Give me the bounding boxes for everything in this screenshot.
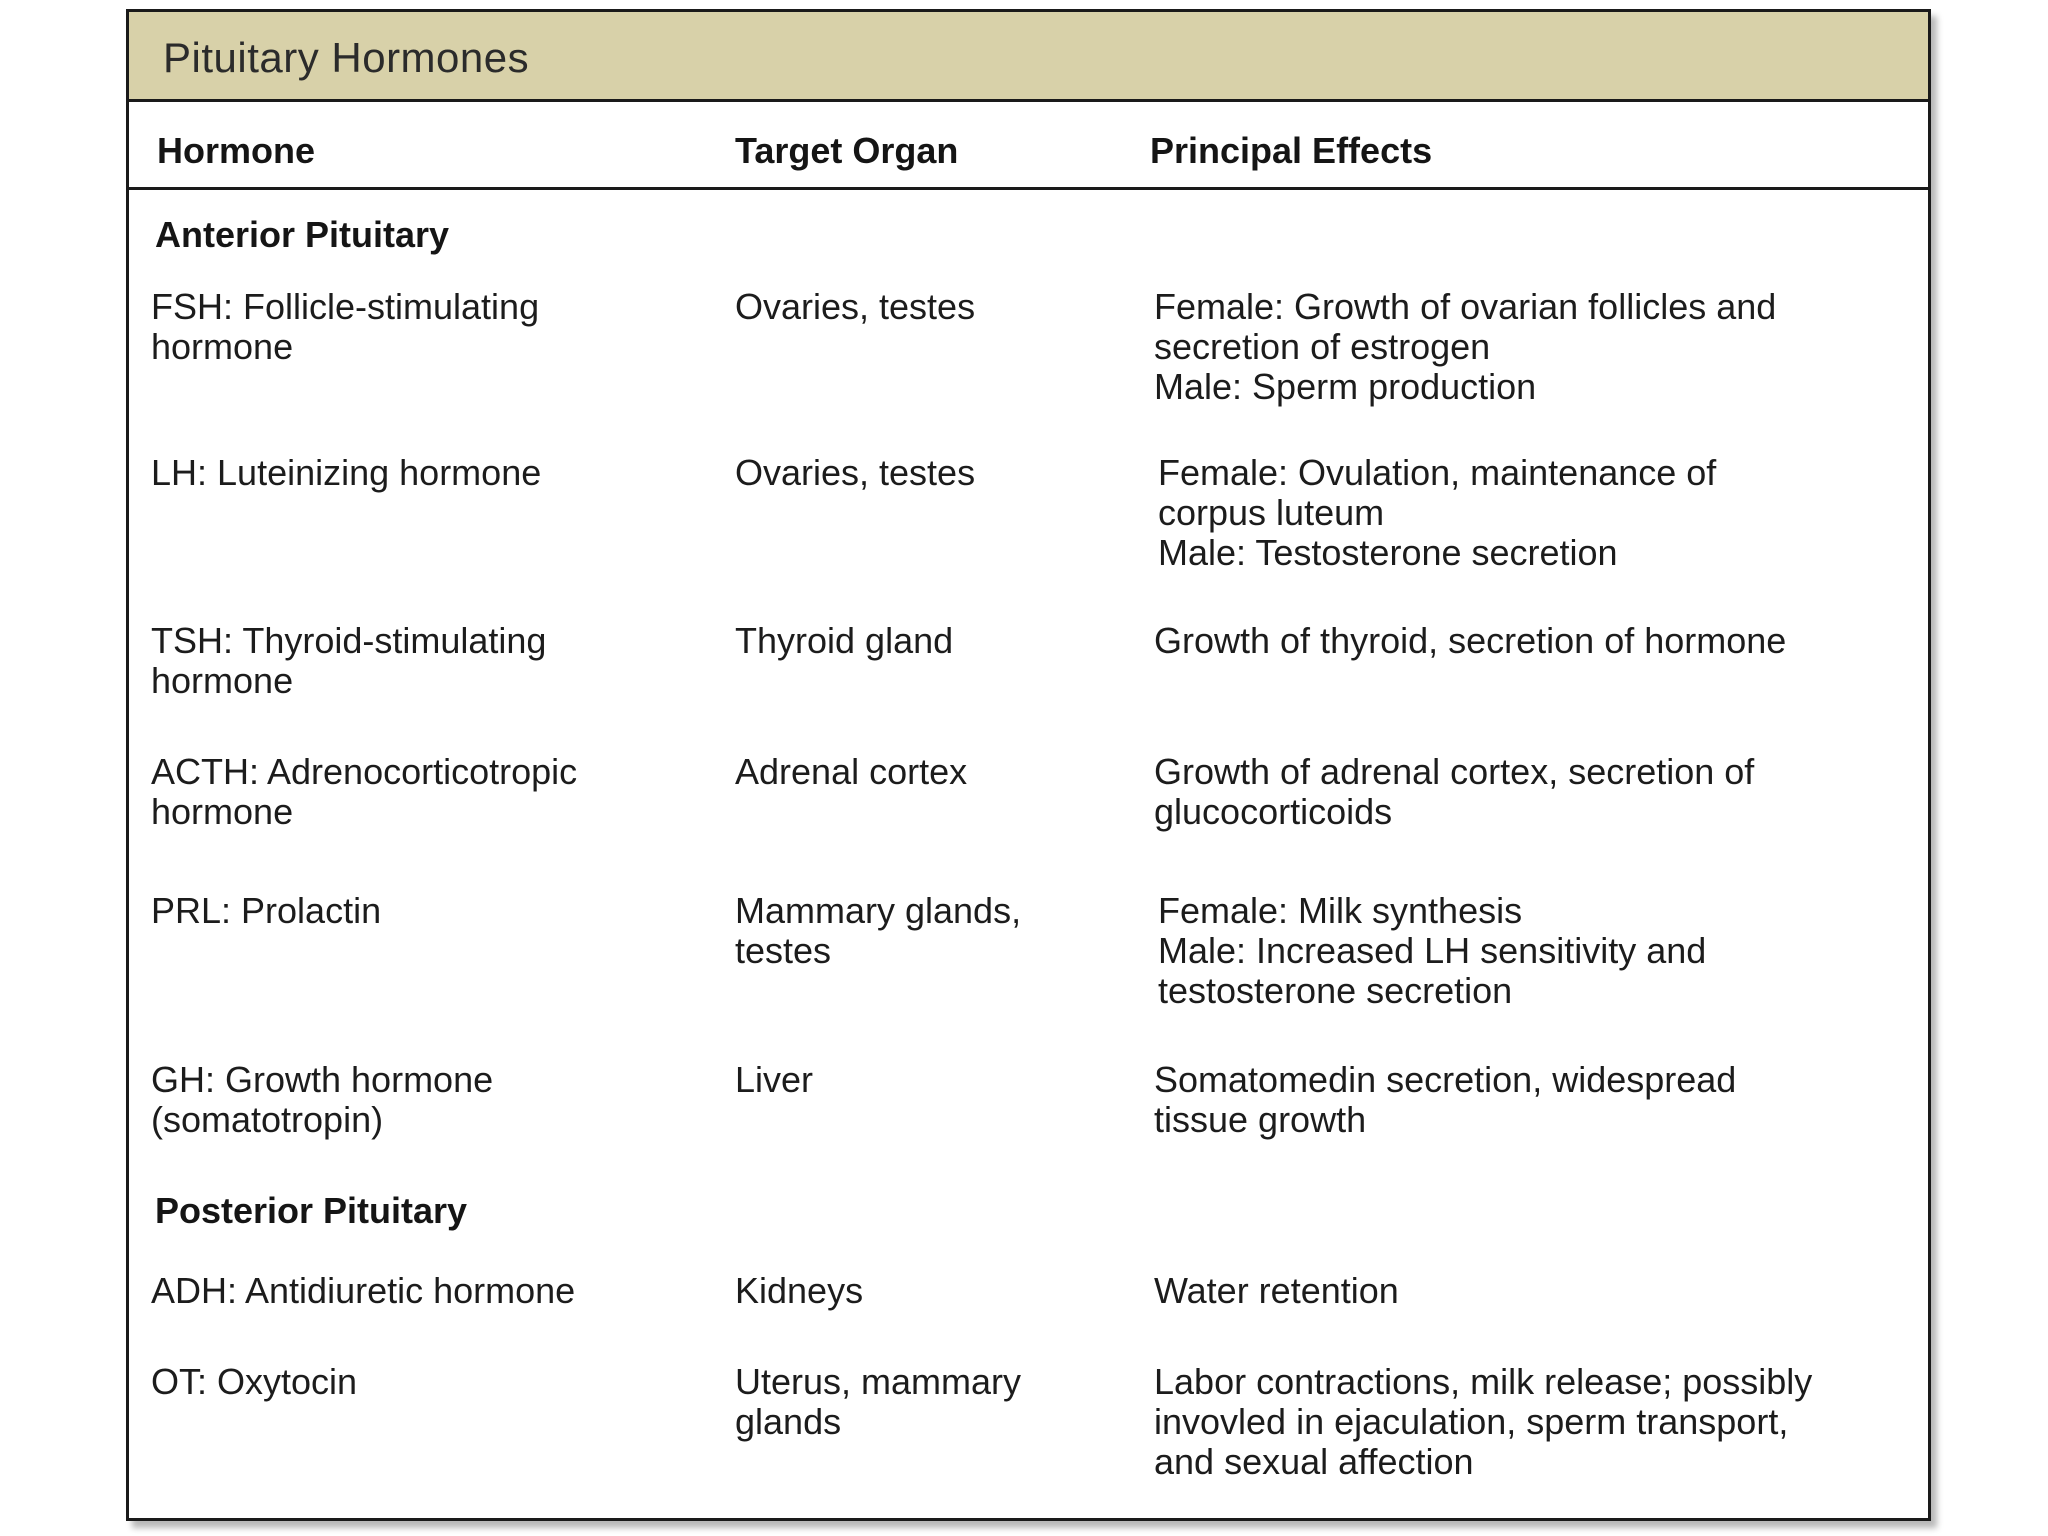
target-organ-cell: Uterus, mammary glands — [735, 1361, 1022, 1442]
target-organ-cell: Thyroid gland — [735, 620, 954, 661]
column-header-target-organ: Target Organ — [735, 130, 959, 171]
hormone-cell: FSH: Follicle-stimulating hormone — [151, 286, 540, 367]
hormone-cell: ACTH: Adrenocorticotropic hormone — [151, 751, 578, 832]
principal-effects-cell: Water retention — [1154, 1270, 1399, 1311]
principal-effects-cell: Female: Milk synthesis Male: Increased LH sensitivity and testosterone secretion — [1158, 890, 1707, 1011]
hormone-cell: OT: Oxytocin — [151, 1361, 358, 1402]
hormone-cell: TSH: Thyroid-stimulating hormone — [151, 620, 547, 701]
target-organ-cell: Kidneys — [735, 1270, 864, 1311]
hormone-cell: GH: Growth hormone (somatotropin) — [151, 1059, 494, 1140]
table-title: Pituitary Hormones — [163, 34, 530, 81]
hormone-cell: ADH: Antidiuretic hormone — [151, 1270, 576, 1311]
principal-effects-cell: Growth of thyroid, secretion of hormone — [1154, 620, 1787, 661]
target-organ-cell: Mammary glands, testes — [735, 890, 1022, 971]
principal-effects-cell: Growth of adrenal cortex, secretion of glucocorticoids — [1154, 751, 1755, 832]
principal-effects-cell: Female: Ovulation, maintenance of corpus luteum Male: Testosterone secretion — [1158, 452, 1717, 573]
column-header-row — [129, 102, 1928, 190]
pituitary-hormones-table — [126, 9, 1931, 1521]
column-header-hormone: Hormone — [157, 130, 316, 171]
principal-effects-cell: Somatomedin secretion, widespread tissue growth — [1154, 1059, 1737, 1140]
table-title-bar — [129, 12, 1928, 102]
target-organ-cell: Adrenal cortex — [735, 751, 968, 792]
principal-effects-cell: Labor contractions, milk release; possibly invovled in ejaculation, sperm transport, and sexual affection — [1154, 1361, 1813, 1482]
principal-effects-cell: Female: Growth of ovarian follicles and secretion of estrogen Male: Sperm production — [1154, 286, 1777, 407]
column-header-principal-effects: Principal Effects — [1150, 130, 1433, 171]
target-organ-cell: Liver — [735, 1059, 814, 1100]
hormone-cell: LH: Luteinizing hormone — [151, 452, 542, 493]
section-heading-posterior: Posterior Pituitary — [155, 1190, 468, 1231]
hormone-cell: PRL: Prolactin — [151, 890, 382, 931]
target-organ-cell: Ovaries, testes — [735, 286, 976, 327]
section-heading-anterior: Anterior Pituitary — [155, 214, 450, 255]
target-organ-cell: Ovaries, testes — [735, 452, 976, 493]
